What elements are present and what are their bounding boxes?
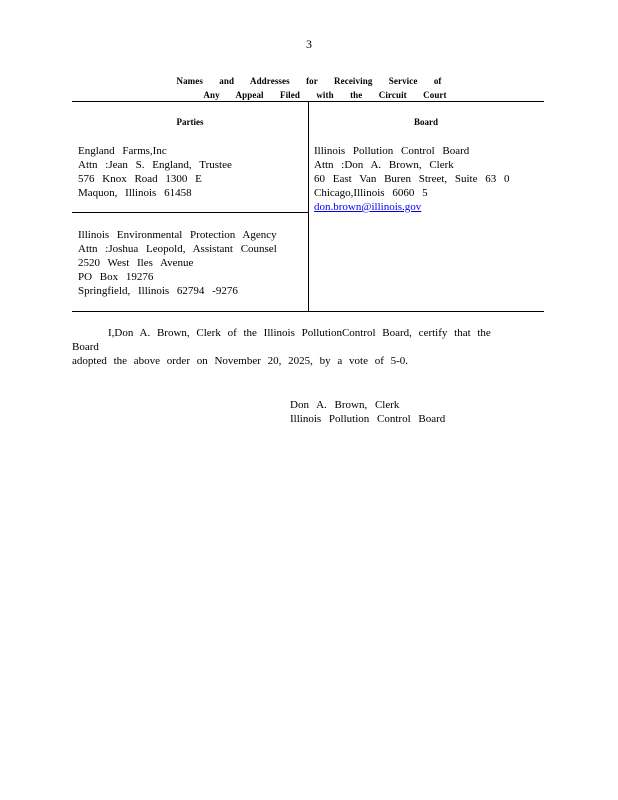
party-2-street: 2520 West Iles Avenue [78, 257, 194, 269]
signature-block [290, 398, 445, 426]
board-city: Chicago,Illinois 6060 5 [314, 187, 428, 199]
clerk-certification [72, 326, 512, 368]
service-heading [0, 74, 618, 102]
party-address-iepa [78, 228, 277, 298]
table-row-divider [72, 212, 308, 213]
certification-line-1: I,Don A. Brown, Clerk of the Illinois PollutionControl Board, certify that the Board [72, 327, 491, 353]
party-2-po-box: PO Box 19276 [78, 271, 154, 283]
column-header-parties: Parties [176, 117, 204, 127]
party-address-england-farms [78, 144, 232, 200]
party-1-name: England Farms,Inc [78, 145, 167, 157]
party-1-attn: Attn :Jean S. England, Trustee [78, 159, 232, 171]
party-2-name: Illinois Environmental Protection Agency [78, 229, 277, 241]
table-column-divider [308, 101, 309, 311]
party-2-city: Springfield, Illinois 62794 -9276 [78, 285, 238, 297]
signature-org: Illinois Pollution Control Board [290, 413, 446, 425]
board-street: 60 East Van Buren Street, Suite 63 0 [314, 173, 510, 185]
service-heading-line-2: Any Appeal Filed with the Circuit Court [203, 90, 447, 100]
party-2-attn: Attn :Joshua Leopold, Assistant Counsel [78, 243, 277, 255]
party-1-street: 576 Knox Road 1300 E [78, 173, 202, 185]
signature-name: Don A. Brown, Clerk [290, 399, 400, 411]
board-email-link[interactable]: don.brown@illinois.gov [314, 201, 422, 213]
table-bottom-rule [72, 311, 544, 312]
service-heading-line-1: Names and Addresses for Receiving Service of [176, 76, 442, 86]
page-number: 3 [306, 37, 312, 51]
party-1-city: Maquon, Illinois 61458 [78, 187, 192, 199]
certification-line-2: adopted the above order on November 20, 2025, by a vote of 5-0. [72, 355, 409, 367]
board-attn: Attn :Don A. Brown, Clerk [314, 159, 454, 171]
board-name: Illinois Pollution Control Board [314, 145, 470, 157]
board-address [314, 144, 510, 214]
column-header-board: Board [413, 117, 438, 127]
